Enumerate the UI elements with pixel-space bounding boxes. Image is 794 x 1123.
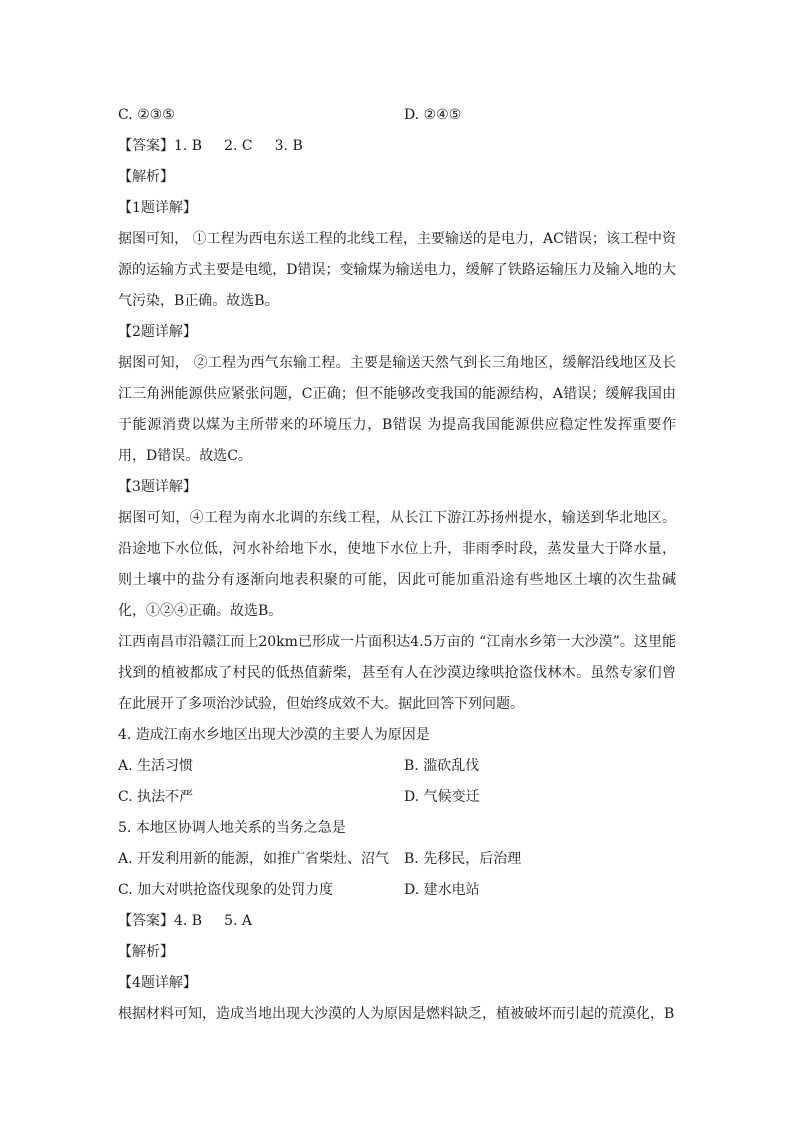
material-passage: 江西南昌市沿赣江而上20km已形成一片面积达4.5万亩的 “江南水乡第一大沙漠”。这里能找到的植被都成了村民的低热值薪柴，甚至有人在沙漠边缘哄抢盗伐林木。虽然专家们曾在此展开了多项治沙试验，但始终成效不大。据此回答下列问题。 — [118, 634, 676, 712]
analysis-label: 【解析】 — [118, 169, 174, 185]
question-4-options-row-1 — [118, 751, 676, 782]
answer-item: 3. B — [274, 138, 303, 154]
question-5-stem: 5. 本地区协调人地关系的当务之急是 — [118, 820, 346, 836]
answer-item: 4. B — [174, 913, 203, 929]
answer-item: 5. A — [224, 913, 253, 929]
document-page — [118, 100, 676, 1030]
option-d: D. 建水电站 — [404, 882, 480, 898]
option-b: B. 滥砍乱伐 — [404, 758, 480, 774]
answer-item: 2. C — [224, 138, 253, 154]
answer-label: 【答案】 — [118, 138, 174, 154]
option-a: A. 开发利用新的能源，如推广省柴灶、沼气 — [118, 851, 390, 867]
option-c: C. 加大对哄抢盗伐现象的处罚力度 — [118, 882, 334, 898]
option-c: C. 执法不严 — [118, 789, 194, 805]
answer-label: 【答案】 — [118, 913, 174, 929]
question-4-options-row-2 — [118, 782, 676, 813]
option-d: D. 气候变迁 — [404, 789, 480, 805]
option-c: C. ②③⑤ — [118, 107, 175, 123]
answer-line-2 — [118, 906, 676, 937]
detail-3-text: 据图可知，④工程为南水北调的东线工程，从长江下游江苏扬州提水，输送到华北地区。沿途地下水位低，河水补给地下水，使地下水位上升，非雨季时段，蒸发量大于降水量，则土壤中的盐分有逐渐向地表积聚的可能，因此可能加重沿途有些地区土壤的次生盐碱化，①②④正确。故选B。 — [118, 510, 676, 619]
answer-line-1 — [118, 131, 676, 162]
question-5-options-row-1 — [118, 844, 676, 875]
prev-question-options — [118, 100, 676, 131]
option-d: D. ②④⑤ — [404, 107, 462, 123]
option-b: B. 先移民，后治理 — [404, 851, 522, 867]
detail-4-text: 根据材料可知，造成当地出现大沙漠的人为原因是燃料缺乏，植被破坏而引起的荒漠化，B — [118, 1006, 675, 1022]
answer-item: 1. B — [174, 138, 203, 154]
detail-1-heading: 【1题详解】 — [118, 200, 197, 216]
option-a: A. 生活习惯 — [118, 758, 194, 774]
detail-1-text: 据图可知， ①工程为西电东送工程的北线工程，主要输送的是电力，AC错误；该工程中资源的运输方式主要是电缆，D错误；变输煤为输送电力，缓解了铁路运输压力及输入地的大气污染，B正确。故选B。 — [118, 231, 676, 309]
detail-4-heading: 【4题详解】 — [118, 975, 197, 991]
analysis-label: 【解析】 — [118, 944, 174, 960]
question-4-stem: 4. 造成江南水乡地区出现大沙漠的主要人为原因是 — [118, 727, 430, 743]
detail-2-text: 据图可知， ②工程为西气东输工程。主要是输送天然气到长三角地区，缓解沿线地区及长江三角洲能源供应紧张问题，C正确；但不能够改变我国的能源结构，A错误；缓解我国由于能源消费以煤为主所带来的环境压力，B错误 为提高我国能源供应稳定性发挥重要作用，D错误。故选C。 — [118, 355, 676, 464]
detail-3-heading: 【3题详解】 — [118, 479, 197, 495]
question-5-options-row-2 — [118, 875, 676, 906]
detail-2-heading: 【2题详解】 — [118, 324, 197, 340]
